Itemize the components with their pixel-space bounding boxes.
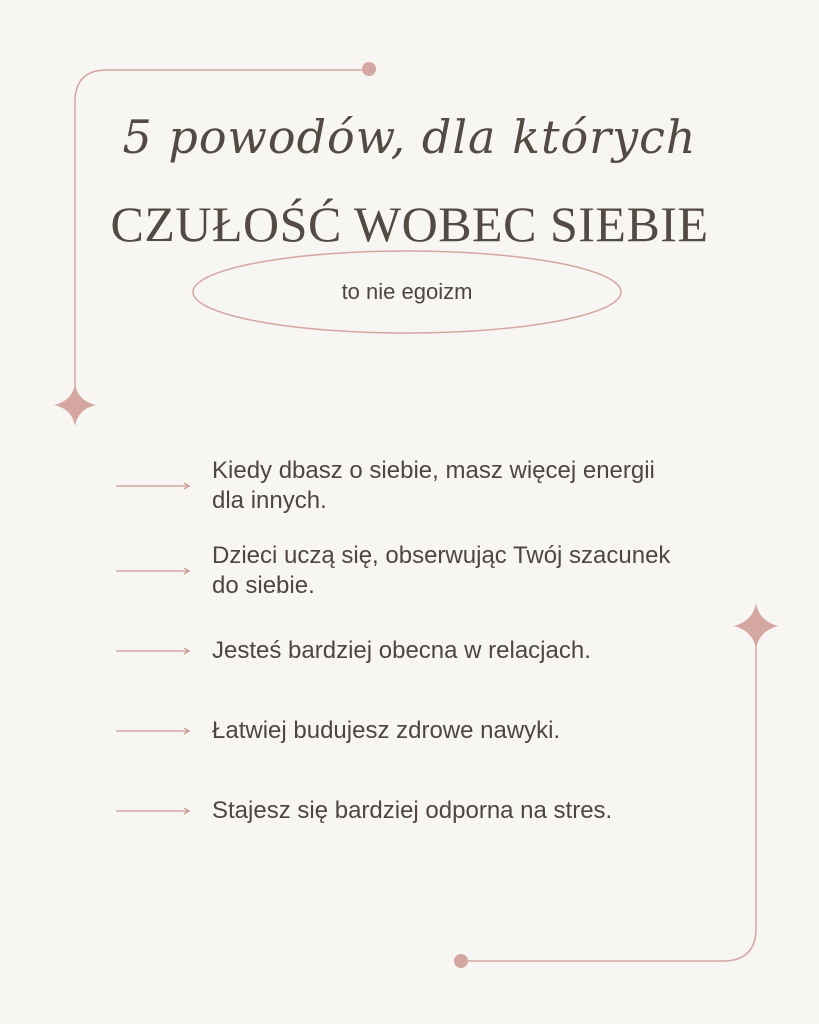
arrow-right-icon [112, 564, 192, 578]
reason-text: Łatwiej budujesz zdrowe nawyki. [212, 717, 561, 744]
reason-text: Stajesz się bardziej odporna na stres. [212, 797, 613, 824]
arrow-right-icon [112, 804, 192, 818]
list-item [112, 456, 712, 516]
arrow-right-icon [112, 724, 192, 738]
arrow-right-icon [112, 644, 192, 658]
script-title: 5 powodów, dla których [122, 110, 697, 164]
list-item [112, 796, 712, 826]
subtitle: to nie egoizm [341, 279, 473, 304]
reason-text: Kiedy dbasz o siebie, masz więcej energii dla innych. [212, 457, 655, 514]
list-item [112, 541, 712, 601]
reason-text: Dzieci uczą się, obserwując Twój szacunek do siebie. [212, 542, 671, 599]
main-title: CZUŁOŚĆ WOBEC SIEBIE [110, 196, 709, 252]
list-item [112, 716, 712, 746]
reason-text: Jesteś bardziej obecna w relacjach. [212, 637, 591, 664]
list-item [112, 636, 712, 666]
arrow-right-icon [112, 479, 192, 493]
